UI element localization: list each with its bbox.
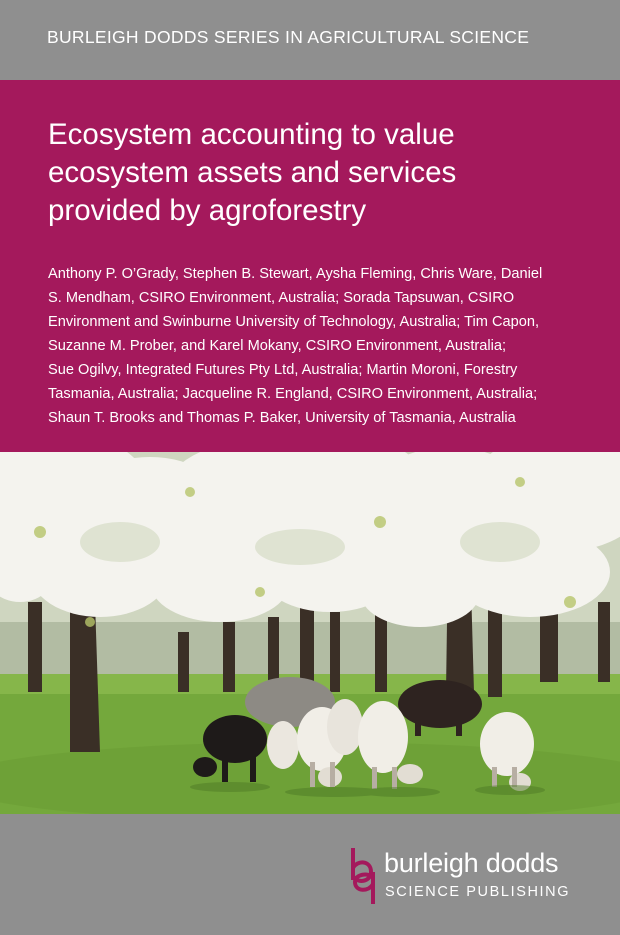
cover-photo — [0, 452, 620, 814]
orchard-sheep-illustration — [0, 452, 620, 814]
author-line: Environment and Swinburne University of Technology, Australia; Tim Capon, — [48, 314, 540, 330]
publisher-logo — [347, 846, 577, 906]
author-line: Tasmania, Australia; Jacqueline R. England, CSIRO Environment, Australia; — [48, 386, 538, 402]
title-panel — [0, 80, 620, 452]
author-line: Anthony P. O’Grady, Stephen B. Stewart, Aysha Fleming, Chris Ware, Daniel — [48, 266, 543, 282]
publisher-name: burleigh dodds — [384, 848, 559, 878]
author-list — [48, 262, 588, 430]
author-line: Sue Ogilvy, Integrated Futures Pty Ltd, Australia; Martin Moroni, Forestry — [48, 362, 518, 378]
book-title-line: Ecosystem accounting to value — [48, 118, 455, 151]
book-title-line: ecosystem assets and services — [48, 156, 457, 189]
book-title-line: provided by agroforestry — [48, 194, 367, 227]
author-line: Shaun T. Brooks and Thomas P. Baker, University of Tasmania, Australia — [48, 410, 516, 426]
bd-logo-icon — [347, 846, 379, 906]
publisher-footer — [0, 814, 620, 935]
author-line: S. Mendham, CSIRO Environment, Australia; Sorada Tapsuwan, CSIRO — [48, 290, 515, 306]
series-header — [0, 0, 620, 80]
book-title — [48, 116, 588, 230]
author-line: Suzanne M. Prober, and Karel Mokany, CSIRO Environment, Australia; — [48, 338, 507, 354]
publisher-subtitle: SCIENCE PUBLISHING — [385, 884, 571, 900]
series-title: BURLEIGH DODDS SERIES IN AGRICULTURAL SCIENCE — [47, 26, 530, 47]
